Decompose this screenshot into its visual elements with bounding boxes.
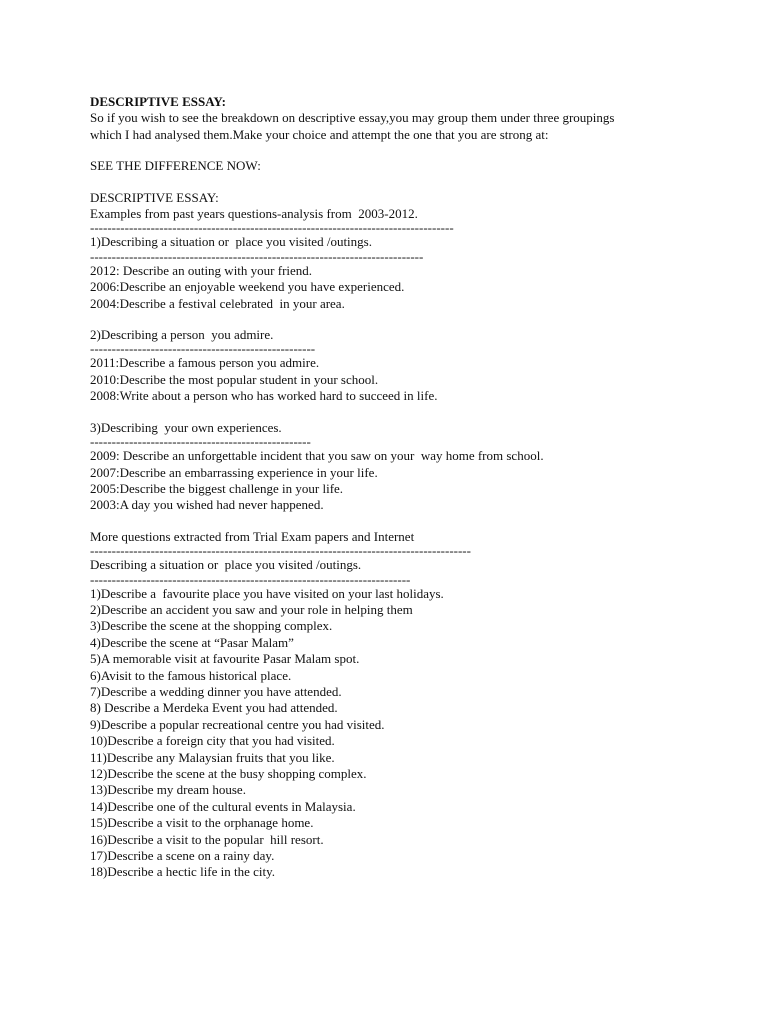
list-item: 16)Describe a visit to the popular hill resort.: [90, 831, 324, 847]
list-item: 2012: Describe an outing with your friend.: [90, 262, 313, 278]
dashed-divider: ------------------------------------------------------------------------------------: [90, 222, 454, 235]
dashed-divider: ----------------------------------------------------------------------------------------: [90, 545, 471, 558]
dashed-divider: ---------------------------------------------------: [90, 436, 311, 449]
spacer: [90, 312, 730, 327]
list-item: 4)Describe the scene at “Pasar Malam”: [90, 634, 294, 650]
group-heading: 3)Describing your own experiences.: [90, 419, 282, 435]
list-item: 2010:Describe the most popular student in your school.: [90, 371, 379, 387]
list-item: 2007:Describe an embarrassing experience in your life.: [90, 464, 378, 480]
list-item: 13)Describe my dream house.: [90, 782, 246, 798]
list-item: 2009: Describe an unforgettable incident that you saw on your way home from school.: [90, 448, 544, 464]
list-item: 5)A memorable visit at favourite Pasar Malam spot.: [90, 651, 360, 667]
list-item: 2008:Write about a person who has worked hard to succeed in life.: [90, 388, 438, 404]
list-item: 15)Describe a visit to the orphanage home.: [90, 815, 314, 831]
group-heading: 1)Describing a situation or place you visited /outings.: [90, 234, 372, 250]
list-item: 14)Describe one of the cultural events in Malaysia.: [90, 798, 356, 814]
spacer: [90, 405, 730, 420]
situation-heading: Describing a situation or place you visited /outings.: [90, 557, 362, 573]
dashed-divider: -----------------------------------------------------------------------------: [90, 250, 424, 263]
list-item: 3)Describe the scene at the shopping complex.: [90, 618, 333, 634]
see-difference-heading: SEE THE DIFFERENCE NOW:: [90, 158, 261, 174]
group-heading: 2)Describing a person you admire.: [90, 327, 274, 343]
spacer: [90, 514, 730, 529]
section-heading: DESCRIPTIVE ESSAY:: [90, 189, 219, 205]
list-item: 2)Describe an accident you saw and your role in helping them: [90, 601, 413, 617]
question-list: [90, 586, 730, 881]
document-title: DESCRIPTIVE ESSAY:: [90, 94, 226, 109]
list-item: 6)Avisit to the famous historical place.: [90, 667, 292, 683]
intro-line: So if you wish to see the breakdown on descriptive essay,you may group them under three groupings: [90, 110, 615, 126]
list-item: 2004:Describe a festival celebrated in your area.: [90, 295, 345, 311]
list-item: 12)Describe the scene at the busy shopping complex.: [90, 766, 367, 781]
list-item: 18)Describe a hectic life in the city.: [90, 864, 276, 880]
list-item: 2011:Describe a famous person you admire.: [90, 355, 320, 371]
list-item: 2005:Describe the biggest challenge in your life.: [90, 480, 344, 496]
spacer: [90, 143, 730, 158]
list-item: 2006:Describe an enjoyable weekend you have experienced.: [90, 279, 405, 295]
dashed-divider: --------------------------------------------------------------------------: [90, 573, 411, 586]
spacer: [90, 175, 730, 190]
list-item: 1)Describe a favourite place you have visited on your last holidays.: [90, 585, 444, 601]
intro-line: which I had analysed them.Make your choice and attempt the one that you are strong at:: [90, 126, 549, 142]
document-page: [90, 94, 730, 881]
list-item: 2003:A day you wished had never happened.: [90, 497, 324, 513]
list-item: 10)Describe a foreign city that you had visited.: [90, 733, 335, 749]
dashed-divider: ----------------------------------------------------: [90, 343, 316, 356]
list-item: 9)Describe a popular recreational centre you had visited.: [90, 716, 385, 732]
examples-line: Examples from past years questions-analysis from 2003-2012.: [90, 206, 418, 222]
list-item: 7)Describe a wedding dinner you have attended.: [90, 683, 342, 699]
intro-paragraph: [90, 110, 730, 143]
list-item: 8) Describe a Merdeka Event you had attended.: [90, 700, 338, 716]
list-item: 17)Describe a scene on a rainy day.: [90, 848, 275, 864]
more-questions-heading: More questions extracted from Trial Exam papers and Internet: [90, 528, 415, 544]
list-item: 11)Describe any Malaysian fruits that you like.: [90, 749, 335, 765]
